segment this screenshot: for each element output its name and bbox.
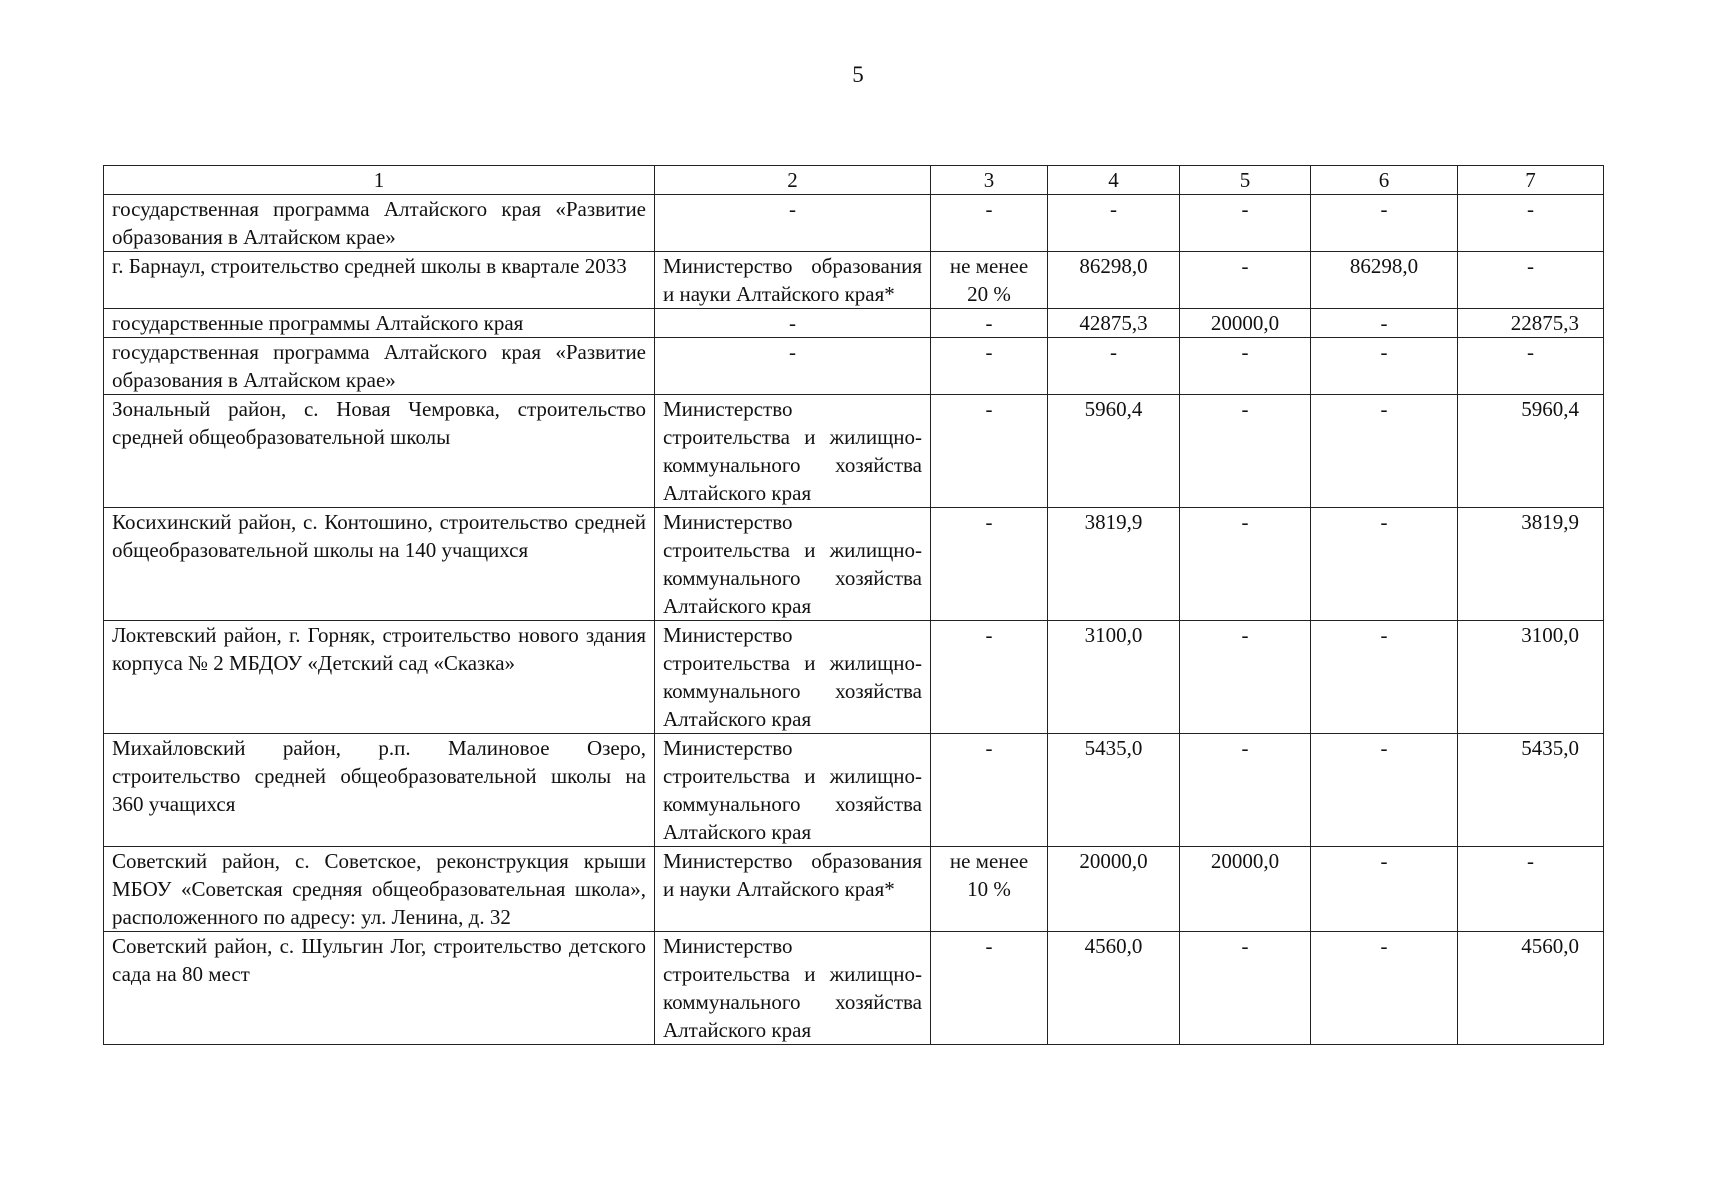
cell-col7: 4560,0 (1458, 932, 1604, 1045)
column-header: 2 (655, 166, 931, 195)
cell-col7: - (1458, 338, 1604, 395)
cell-col6: - (1311, 195, 1458, 252)
cell-col6: - (1311, 621, 1458, 734)
cell-share: - (931, 621, 1048, 734)
cell-share: - (931, 395, 1048, 508)
column-header: 1 (104, 166, 655, 195)
cell-col5: - (1180, 734, 1311, 847)
cell-col5: - (1180, 395, 1311, 508)
cell-total: 20000,0 (1048, 847, 1180, 932)
cell-share: - (931, 932, 1048, 1045)
cell-responsible: - (655, 309, 931, 338)
table-row (104, 309, 1604, 338)
cell-total: 86298,0 (1048, 252, 1180, 309)
cell-description: Михайловский район, р.п. Малиновое Озеро, строительство средней общеобразовательной школы на 360 учащихся (104, 734, 655, 847)
cell-total: - (1048, 195, 1180, 252)
cell-col6: - (1311, 338, 1458, 395)
cell-responsible: Министерство строительства и жилищно-коммунального хозяйства Алтайского края (655, 734, 931, 847)
cell-description: Косихинский район, с. Контошино, строительство средней общеобразовательной школы на 140 учащихся (104, 508, 655, 621)
cell-description: Зональный район, с. Новая Чемровка, строительство средней общеобразовательной школы (104, 395, 655, 508)
cell-col6: - (1311, 508, 1458, 621)
cell-col6: - (1311, 847, 1458, 932)
cell-responsible: - (655, 338, 931, 395)
cell-col5: - (1180, 932, 1311, 1045)
cell-total: 3819,9 (1048, 508, 1180, 621)
cell-share: - (931, 309, 1048, 338)
cell-col5: - (1180, 195, 1311, 252)
cell-share: - (931, 195, 1048, 252)
cell-total: 3100,0 (1048, 621, 1180, 734)
cell-description: Советский район, с. Шульгин Лог, строительство детского сада на 80 мест (104, 932, 655, 1045)
budget-table (103, 165, 1604, 1045)
cell-col7: 3100,0 (1458, 621, 1604, 734)
cell-description: Локтевский район, г. Горняк, строительство нового здания корпуса № 2 МБДОУ «Детский сад «Сказка» (104, 621, 655, 734)
cell-total: 4560,0 (1048, 932, 1180, 1045)
cell-responsible: Министерство образования и науки Алтайского края* (655, 252, 931, 309)
cell-col5: - (1180, 252, 1311, 309)
cell-share: не менее 20 % (931, 252, 1048, 309)
table-row (104, 252, 1604, 309)
table-row (104, 734, 1604, 847)
cell-col7: 22875,3 (1458, 309, 1604, 338)
cell-responsible: Министерство образования и науки Алтайского края* (655, 847, 931, 932)
cell-responsible: Министерство строительства и жилищно-коммунального хозяйства Алтайского края (655, 395, 931, 508)
cell-col7: - (1458, 195, 1604, 252)
cell-col5: - (1180, 508, 1311, 621)
cell-share: не менее 10 % (931, 847, 1048, 932)
cell-share: - (931, 734, 1048, 847)
cell-col6: - (1311, 395, 1458, 508)
cell-col7: 5435,0 (1458, 734, 1604, 847)
table-row (104, 621, 1604, 734)
cell-description: государственная программа Алтайского края «Развитие образования в Алтайском крае» (104, 195, 655, 252)
cell-col7: - (1458, 252, 1604, 309)
table-header-row (104, 166, 1604, 195)
cell-responsible: Министерство строительства и жилищно-коммунального хозяйства Алтайского края (655, 621, 931, 734)
cell-total: 42875,3 (1048, 309, 1180, 338)
column-header: 5 (1180, 166, 1311, 195)
cell-description: государственная программа Алтайского края «Развитие образования в Алтайском крае» (104, 338, 655, 395)
cell-share: - (931, 338, 1048, 395)
table-row (104, 847, 1604, 932)
cell-col6: - (1311, 932, 1458, 1045)
cell-col6: - (1311, 734, 1458, 847)
cell-col5: 20000,0 (1180, 309, 1311, 338)
cell-description: Советский район, с. Советское, реконструкция крыши МБОУ «Советская средняя общеобразовательная школа», расположенного по адресу: ул. Ленина, д. 32 (104, 847, 655, 932)
cell-col6: - (1311, 309, 1458, 338)
cell-description: государственные программы Алтайского края (104, 309, 655, 338)
table-row (104, 195, 1604, 252)
cell-col7: 5960,4 (1458, 395, 1604, 508)
cell-total: - (1048, 338, 1180, 395)
cell-col5: - (1180, 621, 1311, 734)
cell-responsible: Министерство строительства и жилищно-коммунального хозяйства Алтайского края (655, 508, 931, 621)
cell-col5: - (1180, 338, 1311, 395)
table-row (104, 932, 1604, 1045)
table-row (104, 508, 1604, 621)
cell-description: г. Барнаул, строительство средней школы в квартале 2033 (104, 252, 655, 309)
column-header: 7 (1458, 166, 1604, 195)
cell-responsible: - (655, 195, 931, 252)
page-number: 5 (852, 62, 864, 87)
cell-col7: - (1458, 847, 1604, 932)
column-header: 6 (1311, 166, 1458, 195)
cell-share: - (931, 508, 1048, 621)
cell-total: 5960,4 (1048, 395, 1180, 508)
table-row (104, 338, 1604, 395)
table-row (104, 395, 1604, 508)
column-header: 4 (1048, 166, 1180, 195)
cell-col6: 86298,0 (1311, 252, 1458, 309)
cell-total: 5435,0 (1048, 734, 1180, 847)
cell-responsible: Министерство строительства и жилищно-коммунального хозяйства Алтайского края (655, 932, 931, 1045)
cell-col5: 20000,0 (1180, 847, 1311, 932)
column-header: 3 (931, 166, 1048, 195)
cell-col7: 3819,9 (1458, 508, 1604, 621)
